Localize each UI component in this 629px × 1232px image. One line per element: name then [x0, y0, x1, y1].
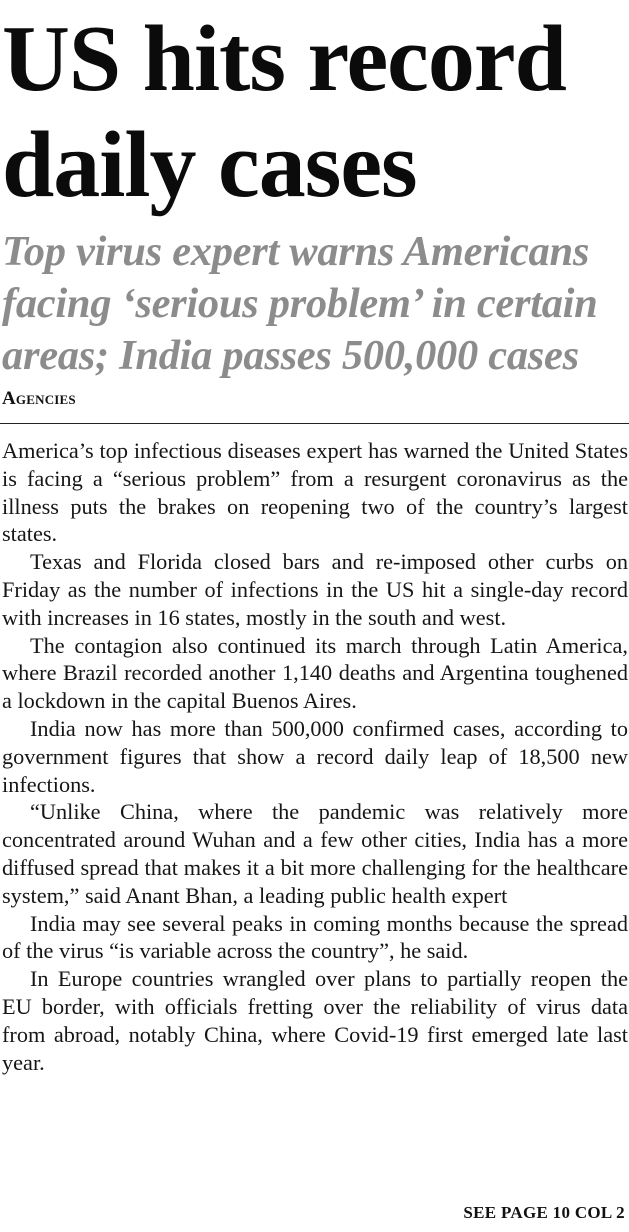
body-paragraph: India now has more than 500,000 confirmed cases, according to government figures that show a record daily leap of 18,500 new infections.	[2, 715, 628, 797]
byline: Agencies	[2, 388, 76, 409]
body-paragraph: India may see several peaks in coming months because the spread of the virus “is variable across the country”, he said.	[2, 910, 628, 964]
body-paragraph: “Unlike China, where the pandemic was relatively more concentrated around Wuhan and a few other cities, India has a more diffused spread that makes it a bit more challenging for the healthcare system,” said Anant Bhan, a leading public health expert	[2, 799, 628, 908]
continued-jump-line: SEE PAGE 10 COL 2	[463, 1203, 625, 1222]
body-paragraph: Texas and Florida closed bars and re-imposed other curbs on Friday as the number of infections in the US hit a single-day record with increases in 16 states, mostly in the south and west.	[2, 549, 628, 630]
headline	[0, 6, 629, 218]
headline-line-2: daily cases	[2, 113, 417, 217]
deck-subheadline: Top virus expert warns Americans facing ‘serious problem’ in certain areas; India passes 500,000 cases	[2, 228, 598, 379]
byline-divider	[0, 423, 629, 424]
headline-line-1: US hits record	[2, 7, 566, 111]
body-paragraph: America’s top infectious diseases expert has warned the United States is facing a “serious problem” from a resurgent coronavirus as the illness puts the brakes on reopening two of the country’s largest states.	[2, 438, 628, 547]
article-body	[2, 437, 628, 1076]
body-paragraph: The contagion also continued its march through Latin America, where Brazil recorded another 1,140 deaths and Argentina toughened a lockdown in the capital Buenos Aires.	[2, 632, 628, 714]
body-paragraph: In Europe countries wrangled over plans to partially reopen the EU border, with officials fretting over the reliability of virus data from abroad, notably China, where Covid-19 first emerged late last year.	[2, 966, 628, 1075]
